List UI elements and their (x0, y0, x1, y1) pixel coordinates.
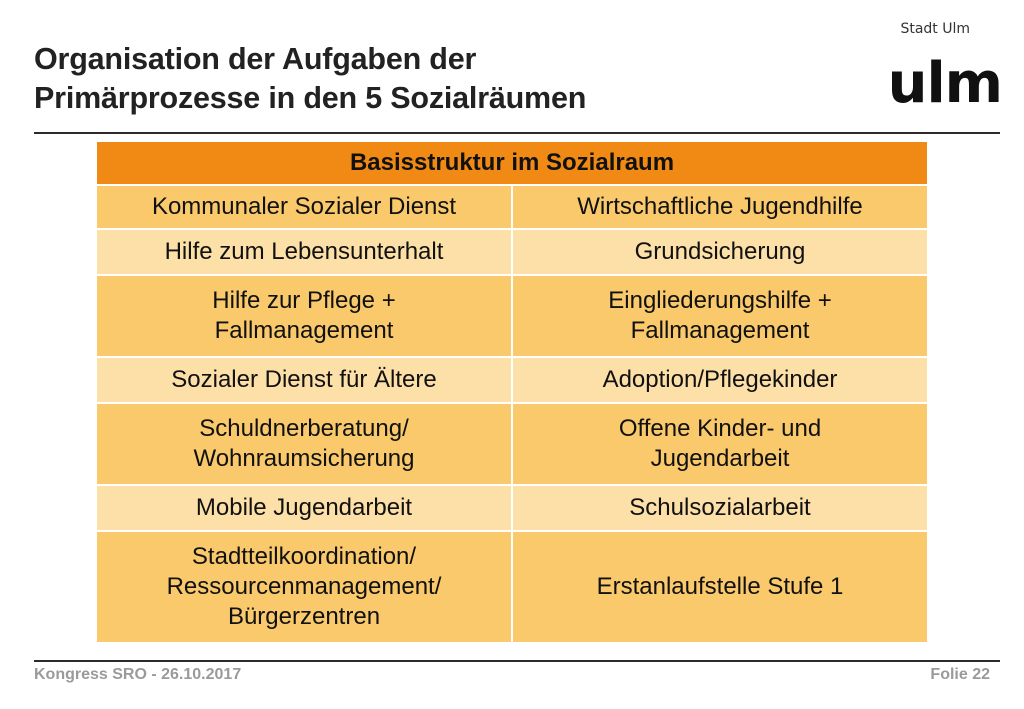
table-row (96, 229, 928, 275)
header-divider (34, 132, 1000, 134)
table-header: Basisstruktur im Sozialraum (96, 141, 928, 185)
table-row (96, 185, 928, 229)
table-cell: Hilfe zum Lebensunterhalt (96, 229, 512, 275)
structure-table (95, 140, 929, 644)
table-cell: Schuldnerberatung/ Wohnraumsicherung (96, 403, 512, 485)
table-row (96, 531, 928, 643)
table-cell: Adoption/Pflegekinder (512, 357, 928, 403)
table-cell: Wirtschaftliche Jugendhilfe (512, 185, 928, 229)
table-row (96, 275, 928, 357)
slide-title-line-1: Organisation der Aufgaben der (34, 42, 477, 76)
structure-table-container (95, 140, 929, 644)
table-header-row (96, 141, 928, 185)
slide-title (34, 40, 794, 118)
table-row (96, 357, 928, 403)
table-cell: Schulsozialarbeit (512, 485, 928, 531)
slide-title-line-2: Primärprozesse in den 5 Sozialräumen (34, 81, 587, 115)
table-row (96, 485, 928, 531)
table-row (96, 403, 928, 485)
ulm-logo: ulm (887, 51, 1002, 116)
table-cell: Mobile Jugendarbeit (96, 485, 512, 531)
table-cell: Sozialer Dienst für Ältere (96, 357, 512, 403)
table-cell: Grundsicherung (512, 229, 928, 275)
table-cell: Stadtteilkoordination/ Ressourcenmanagement/ Bürgerzentren (96, 531, 512, 643)
table-cell: Eingliederungshilfe + Fallmanagement (512, 275, 928, 357)
footer-slide-number: Folie 22 (930, 666, 990, 683)
footer-event-date: Kongress SRO - 26.10.2017 (34, 666, 242, 683)
brand-city-label: Stadt Ulm (900, 21, 970, 37)
table-cell: Kommunaler Sozialer Dienst (96, 185, 512, 229)
table-cell: Offene Kinder- und Jugendarbeit (512, 403, 928, 485)
footer-divider (34, 660, 1000, 662)
table-cell: Hilfe zur Pflege + Fallmanagement (96, 275, 512, 357)
table-cell: Erstanlaufstelle Stufe 1 (512, 531, 928, 643)
